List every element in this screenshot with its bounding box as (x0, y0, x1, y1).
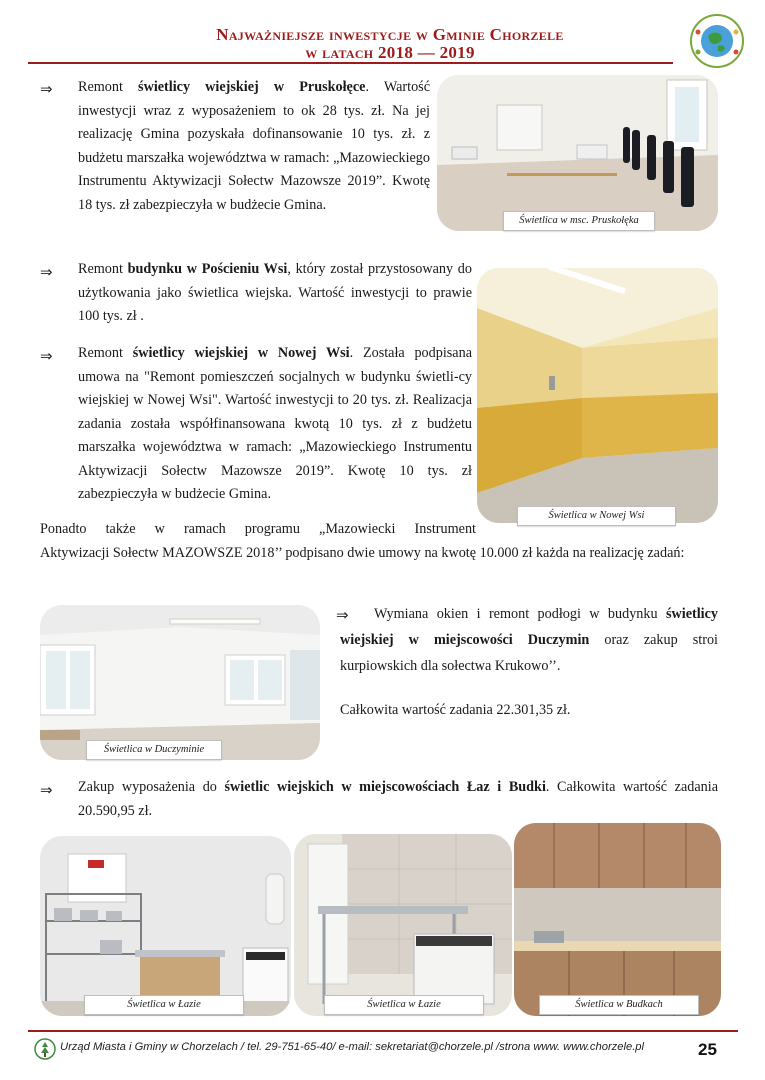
photo-swietlica-laz-2 (294, 834, 512, 1016)
caption-laz-1: Świetlica w Łazie (84, 995, 244, 1015)
photo-swietlica-nowa-wies (477, 268, 718, 523)
page-title-line1: Najważniejsze inwestycje w Gminie Chorzele (216, 25, 564, 44)
bold-text: świetlicy wiejskiej w miejscowości Duczymin (340, 606, 718, 648)
photo-swietlica-duczymin (40, 605, 320, 760)
paragraph-laz-budki (78, 776, 718, 823)
caption-budki: Świetlica w Budkach (539, 995, 699, 1015)
caption-laz-2: Świetlica w Łazie (324, 995, 484, 1015)
text: . Całkowita wartość zadania 20.590,95 zł. (78, 779, 718, 819)
bullet-arrow-icon: ⇒ (40, 781, 53, 799)
text: Zakup wyposażenia do (78, 779, 225, 795)
photo-swietlica-laz-1 (40, 836, 291, 1016)
text: , który został przystosowany do użytkowania jako świetlica wiejska. Wartość inwestycji to prawie 100 tys. zł . (78, 261, 472, 324)
paragraph-duczymin (340, 601, 718, 679)
paragraph-poscien (78, 258, 472, 329)
bullet-arrow-icon: ⇒ (40, 347, 53, 365)
text: Remont (78, 345, 133, 361)
photo-swietlica-pruskoleka (437, 75, 718, 231)
gmina-logo-icon (688, 12, 746, 70)
ponadto-first-line: Ponadto także w ramach programu „Mazowiecki Instrument (40, 521, 476, 537)
footer-contact: Urząd Miasta i Gminy w Chorzelach / tel. 29-751-65-40/ e-mail: sekretariat@chorzele.pl /strona www. www.chorzele.pl (60, 1041, 645, 1053)
bold-text: budynku w Pościeniu Wsi (127, 261, 288, 277)
bullet-arrow-icon: ⇒ (336, 606, 349, 624)
text: . Została podpisana umowa na "Remont pomieszczeń socjalnych w budynku świetli-cy wiejskiej w Nowej Wsi". Wartość inwestycji to 20 tys. zł. Realizacja zadania została współfinansowana kwotą 10 tys. zł z budżetu marszałka województwa w ramach: „Mazowieckiego Instrumentu Aktywizacji Sołectw Mazowsze 2019”. Kwotę 10 tys. zł zabezpieczyła w budżecie Gmina. (78, 345, 472, 502)
paragraph-pruskolecze (78, 76, 430, 217)
bold-text: świetlic wiejskich w miejscowościach Łaz i Budki (224, 779, 546, 795)
bold-text: świetlicy wiejskiej w Pruskołęce (138, 79, 366, 95)
ponadto-rest: Aktywizacji Sołectw MAZOWSZE 2018’’ podpisano dwie umowy na kwotę 10.000 zł każda na realizację zadań: (40, 544, 685, 561)
gmina-footer-logo-icon (34, 1038, 56, 1060)
text: . Wartość inwestycji wraz z wyposażeniem to ok 28 tys. zł. Na jej realizację Gmina pozyskała dofinansowanie 10 tys. zł. z budżetu marszałka województwa w ramach: „Mazowieckiego Instrumentu Aktywizacji Sołectw Mazowsze 2019”. Kwotę 18 tys. zł zabezpieczyła w budżecie Gmina. (78, 79, 430, 213)
bullet-arrow-icon: ⇒ (40, 263, 53, 281)
caption-duczymin: Świetlica w Duczyminie (86, 740, 222, 760)
duczymin-total: Całkowita wartość zadania 22.301,35 zł. (340, 702, 571, 718)
bullet-arrow-icon: ⇒ (40, 80, 53, 98)
caption-nowa-wies: Świetlica w Nowej Wsi (517, 506, 676, 526)
bold-text: świetlicy wiejskiej w Nowej Wsi (132, 345, 350, 361)
text: Remont (78, 79, 139, 95)
text: Wymiana okien i remont podłogi w budynku (374, 606, 666, 622)
photo-swietlica-budki (514, 823, 721, 1016)
page-title (90, 26, 690, 62)
caption-pruskoleka: Świetlica w msc. Pruskołęka (503, 211, 655, 231)
header-divider (28, 62, 673, 64)
text: Remont (78, 261, 128, 277)
paragraph-ponadto (40, 518, 718, 565)
page-title-line2: w latach 2018 — 2019 (305, 43, 475, 62)
footer-divider (28, 1030, 738, 1032)
text: oraz zakup stroi kurpiowskich dla sołectwa Krukowo’’. (340, 632, 718, 674)
paragraph-nowa-wies (78, 342, 472, 507)
page-number: 25 (698, 1040, 717, 1059)
